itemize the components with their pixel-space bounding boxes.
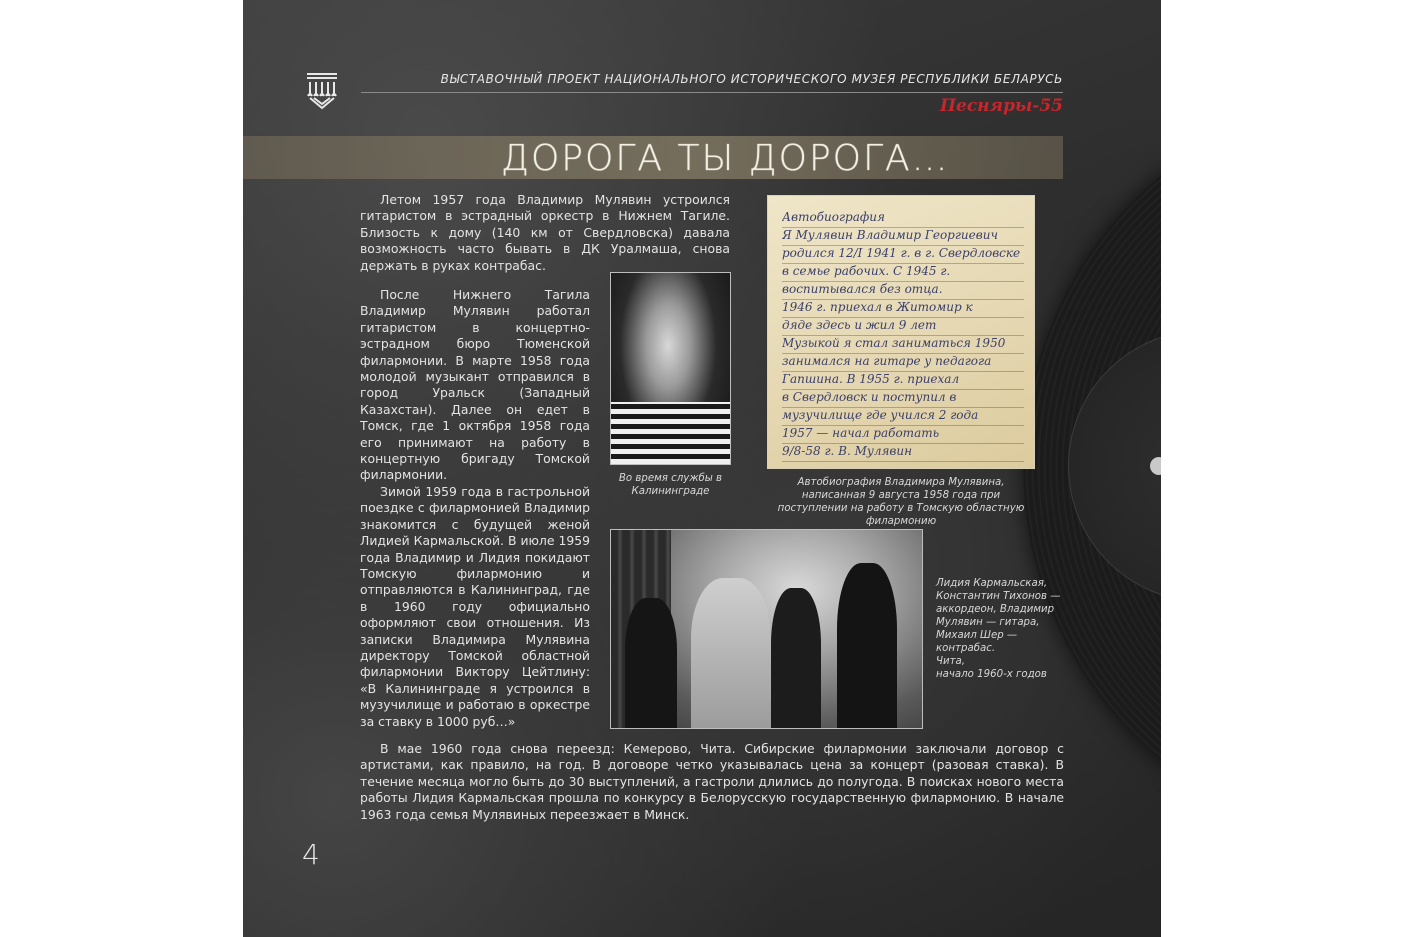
document-line: 1957 — начал работать xyxy=(782,426,1024,444)
document-line: Гапшина. В 1955 г. приехал xyxy=(782,372,1024,390)
paragraph-4-text: В мае 1960 года снова переезд: Кемерово, Чита. Сибирские филармонии заключали договор с артистами, как правило, на год. В договоре четко указывалась цена за концерт (разовая ставка). В течение месяца могло быть до 30 выступлений, а гастроли длились до полугода. В поисках нового места работы Лидия Кармальская прошла по конкурсу в Белорусскую государственную филармонию. В начале 1963 года семья Мулявиных переезжает в Минск. xyxy=(360,741,1064,822)
page-number: 4 xyxy=(302,838,320,871)
page-title: ДОРОГА ТЫ ДОРОГА… xyxy=(501,138,950,179)
paragraph-2-text: После Нижнего Тагила Владимир Мулявин работал гитаристом в концертно-эстрадном бюро Тюменской филармонии. В марте 1958 года молодой музыкант отправился в город Уральск (Западный Казахстан). Далее он едет в Томск, где 1 октября 1958 года его принимают на работу в концертную бригаду Томской филармонии. xyxy=(360,287,590,483)
band-photo xyxy=(610,529,923,729)
document-line: в Свердловск и поступил в xyxy=(782,390,1024,408)
band-caption-line: контрабас. xyxy=(936,643,996,654)
document-line: воспитывался без отца. xyxy=(782,282,1024,300)
header-title: ВЫСТАВОЧНЫЙ ПРОЕКТ НАЦИОНАЛЬНОГО ИСТОРИЧЕСКОГО МУЗЕЯ РЕСПУБЛИКИ БЕЛАРУСЬ xyxy=(440,72,1063,86)
striped-shirt xyxy=(611,402,730,464)
header-divider xyxy=(361,92,1063,93)
document-line: Я Мулявин Владимир Георгиевич xyxy=(782,228,1024,246)
document-caption: Автобиография Владимира Мулявина, написанная 9 августа 1958 года при поступлении на работу в Томскую областную филармонию xyxy=(777,477,1025,527)
brand-logotype: Песняры-55 xyxy=(939,96,1063,116)
band-caption-line: Мулявин — гитара, xyxy=(936,617,1040,628)
band-caption-line: Лидия Кармальская, xyxy=(936,578,1048,589)
portrait-photo xyxy=(610,272,731,465)
document-line: родился 12/I 1941 г. в г. Свердловске xyxy=(782,246,1024,264)
paragraph-1 xyxy=(360,192,730,274)
guitar-player xyxy=(771,588,821,728)
paragraph-1-text: Летом 1957 года Владимир Мулявин устроился гитаристом в эстрадный оркестр в Нижнем Тагиле. Близость к дому (140 км от Свердловска) давала возможность часто бывать в ДК Уралмаша, снова держать в руках контрабас. xyxy=(360,192,730,273)
paragraph-3-text: Зимой 1959 года в гастрольной поездке с филармонией Владимир знакомится с будущей женой Лидией Кармальской. В июле 1959 года Владимир и Лидия покидают Томскую филармонию и отправляются в Калининград, где в 1960 году официально оформляют свои отношения. Из записки Владимира Мулявина директору Томской областной филармонии Виктору Цейтлину: «В Калининграде я устроился в музучилище и работаю в оркестре за ставку в 1000 руб…» xyxy=(360,483,590,729)
document-line: Музыкой я стал заниматься 1950 xyxy=(782,336,1024,354)
page xyxy=(243,0,1161,937)
document-handwriting xyxy=(782,210,1024,462)
band-caption-line: Чита, xyxy=(936,656,966,667)
double-bass-player xyxy=(837,563,897,728)
portrait-caption: Во время службы в Калининграде xyxy=(618,473,723,497)
band-caption-line: начало 1960-х годов xyxy=(936,669,1047,680)
band-caption-line: Константин Тихонов — xyxy=(936,591,1061,602)
paragraph-2 xyxy=(360,287,590,730)
band-caption-line: аккордеон, Владимир xyxy=(936,604,1055,615)
document-line: 1946 г. приехал в Житомир к xyxy=(782,300,1024,318)
document-line: в семье рабочих. С 1945 г. xyxy=(782,264,1024,282)
document-line: музучилище где учился 2 года xyxy=(782,408,1024,426)
band-caption xyxy=(936,577,1066,681)
band-caption-line: Михаил Шер — xyxy=(936,630,1018,641)
document-line: 9/8-58 г. В. Мулявин xyxy=(782,444,1024,462)
document-line: дяде здесь и жил 9 лет xyxy=(782,318,1024,336)
autobiography-document xyxy=(767,195,1035,469)
accordion-player xyxy=(625,598,677,728)
vinyl-record-hole xyxy=(1150,457,1161,475)
museum-logo-icon xyxy=(304,68,340,112)
paragraph-4 xyxy=(360,741,1064,823)
singer-figure xyxy=(691,578,771,728)
document-line: занимался на гитаре у педагога xyxy=(782,354,1024,372)
document-line: Автобиография xyxy=(782,210,1024,228)
